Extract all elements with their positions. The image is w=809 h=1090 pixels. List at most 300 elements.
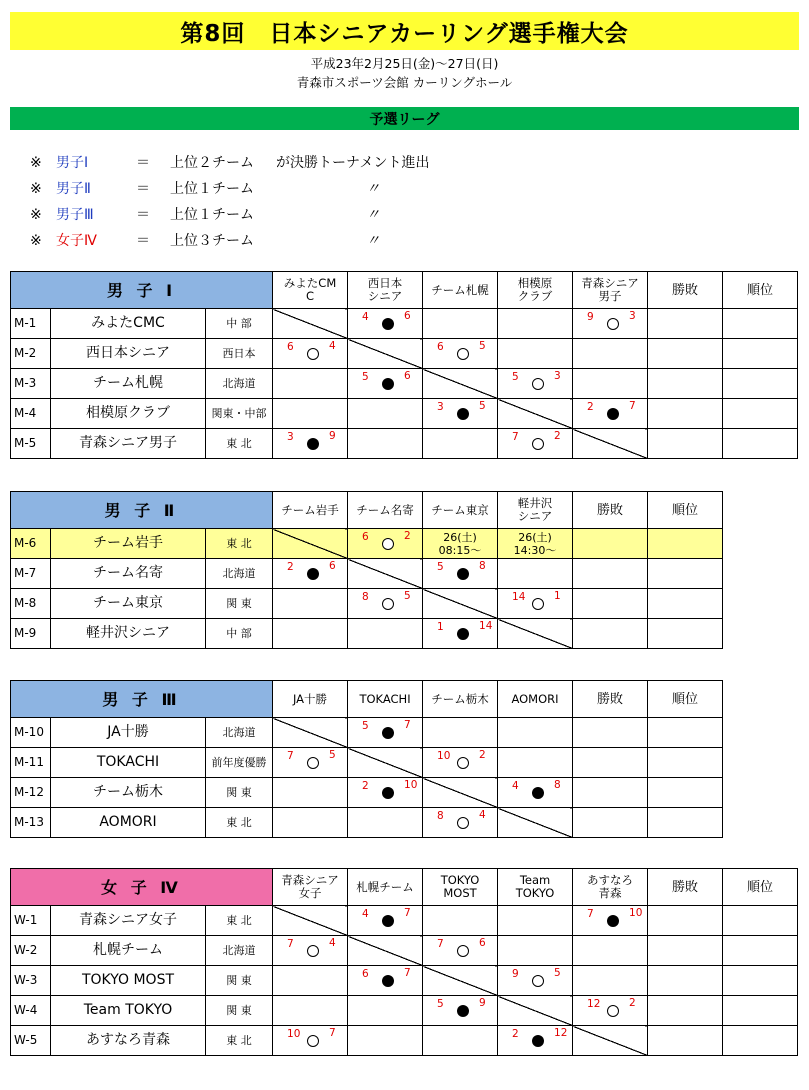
opponent-score: 6: [329, 560, 336, 572]
note-mark: ※: [30, 207, 42, 223]
team-name: 札幌チーム: [51, 936, 206, 966]
team-code: M-4: [11, 399, 51, 429]
win-loss-header: 勝敗: [573, 681, 648, 718]
team-name: チーム名寄: [51, 559, 206, 589]
opponent-column-header: 相模原 クラブ: [498, 272, 573, 309]
note-equals: ＝: [136, 207, 150, 223]
opponent-score: 8: [479, 560, 486, 572]
win-loss-cell: [573, 748, 648, 778]
loss-marker-icon: [607, 1005, 619, 1017]
match-result: [348, 778, 422, 807]
team-region: 関 東: [206, 778, 273, 808]
team-row: [11, 619, 723, 649]
team-region: 関 東: [206, 996, 273, 1026]
league-title: 女 子 Ⅳ: [11, 869, 273, 906]
team-code: M-13: [11, 808, 51, 838]
loss-marker-icon: [532, 438, 544, 450]
team-name: TOKACHI: [51, 748, 206, 778]
match-result: [423, 619, 497, 648]
self-match-cell: [273, 906, 348, 936]
match-cell: [273, 429, 348, 459]
self-match-cell: [348, 559, 423, 589]
note-row: [30, 228, 429, 254]
match-result: [348, 529, 422, 558]
match-cell: [423, 559, 498, 589]
team-region: 東 北: [206, 808, 273, 838]
match-cell: [498, 309, 573, 339]
opponent-score: 5: [404, 590, 411, 602]
win-marker-icon: [457, 628, 469, 640]
opponent-column-header: TOKACHI: [348, 681, 423, 718]
match-cell: [498, 559, 573, 589]
match-result: [498, 966, 572, 995]
match-result: [348, 966, 422, 995]
win-loss-cell: [648, 936, 723, 966]
match-cell: [273, 808, 348, 838]
loss-marker-icon: [307, 348, 319, 360]
match-cell: [423, 429, 498, 459]
opponent-column-header: チーム札幌: [423, 272, 498, 309]
team-row: [11, 778, 723, 808]
league-title: 男 子 Ⅱ: [11, 492, 273, 529]
league-header-row: [11, 272, 798, 309]
rank-cell: [723, 936, 798, 966]
win-marker-icon: [307, 568, 319, 580]
rank-cell: [723, 369, 798, 399]
team-region: 前年度優勝: [206, 748, 273, 778]
match-cell: [498, 778, 573, 808]
team-name: 青森シニア女子: [51, 906, 206, 936]
note-qualifier: 上位２チーム: [170, 155, 254, 171]
team-row: [11, 996, 798, 1026]
team-row: [11, 966, 798, 996]
opponent-column-header: チーム栃木: [423, 681, 498, 718]
team-region: 西日本: [206, 339, 273, 369]
loss-marker-icon: [607, 318, 619, 330]
note-qualifier: 上位１チーム: [170, 207, 254, 223]
own-score: 1: [437, 621, 444, 633]
own-score: 5: [512, 371, 519, 383]
date-line: 平成23年2月25日(金)～27日(日): [310, 56, 499, 71]
league-table-4: [10, 868, 798, 1056]
opponent-column-header: 軽井沢 シニア: [498, 492, 573, 529]
self-match-cell: [498, 619, 573, 649]
match-cell: [423, 619, 498, 649]
rank-cell: [723, 399, 798, 429]
own-score: 7: [287, 938, 294, 950]
opponent-score: 10: [404, 779, 418, 791]
loss-marker-icon: [457, 348, 469, 360]
match-cell: [273, 339, 348, 369]
team-region: 東 北: [206, 529, 273, 559]
team-row: [11, 399, 798, 429]
own-score: 14: [512, 591, 526, 603]
team-name: チーム栃木: [51, 778, 206, 808]
own-score: 9: [587, 311, 594, 323]
team-region: 北海道: [206, 559, 273, 589]
loss-marker-icon: [457, 945, 469, 957]
rank-cell: [648, 748, 723, 778]
match-cell: [423, 718, 498, 748]
team-name: Team TOKYO: [51, 996, 206, 1026]
win-marker-icon: [607, 915, 619, 927]
own-score: 7: [287, 750, 294, 762]
match-result: [348, 369, 422, 398]
note-ditto: 〃: [366, 207, 380, 223]
team-row: [11, 718, 723, 748]
win-loss-cell: [573, 808, 648, 838]
note-qualifier: 上位１チーム: [170, 181, 254, 197]
team-row: [11, 906, 798, 936]
opponent-column-header: 青森シニア 男子: [573, 272, 648, 309]
match-result: [573, 309, 647, 338]
note-mark: ※: [30, 233, 42, 249]
note-league-label: 女子Ⅳ: [56, 233, 97, 249]
team-row: [11, 808, 723, 838]
opponent-score: 3: [629, 310, 636, 322]
win-loss-cell: [648, 1026, 723, 1056]
match-cell: [573, 399, 648, 429]
opponent-score: 9: [479, 997, 486, 1009]
match-cell: [423, 339, 498, 369]
match-cell: [273, 399, 348, 429]
opponent-score: 6: [404, 370, 411, 382]
own-score: 5: [437, 561, 444, 573]
win-marker-icon: [382, 318, 394, 330]
match-cell: [423, 309, 498, 339]
opponent-score: 5: [554, 967, 561, 979]
win-marker-icon: [307, 438, 319, 450]
win-loss-cell: [573, 718, 648, 748]
loss-marker-icon: [307, 1035, 319, 1047]
match-result: [423, 996, 497, 1025]
opponent-column-header: 青森シニア 女子: [273, 869, 348, 906]
match-cell: [498, 339, 573, 369]
opponent-score: 5: [479, 340, 486, 352]
match-cell: [348, 996, 423, 1026]
match-cell: [573, 369, 648, 399]
match-result: [273, 936, 347, 965]
team-name: 西日本シニア: [51, 339, 206, 369]
win-marker-icon: [457, 408, 469, 420]
match-cell: [273, 589, 348, 619]
match-cell: [273, 966, 348, 996]
note-equals: ＝: [136, 233, 150, 249]
self-match-cell: [423, 778, 498, 808]
opponent-score: 7: [404, 967, 411, 979]
own-score: 4: [362, 311, 369, 323]
win-marker-icon: [457, 568, 469, 580]
rank-cell: [723, 339, 798, 369]
win-loss-cell: [573, 529, 648, 559]
loss-marker-icon: [457, 757, 469, 769]
match-cell: [498, 589, 573, 619]
loss-marker-icon: [532, 975, 544, 987]
own-score: 2: [512, 1028, 519, 1040]
note-league-label: 男子Ⅰ: [56, 155, 89, 171]
team-row: [11, 589, 723, 619]
win-loss-cell: [648, 906, 723, 936]
team-row: [11, 1026, 798, 1056]
match-result: [348, 309, 422, 338]
match-cell: [498, 1026, 573, 1056]
opponent-score: 6: [479, 937, 486, 949]
team-row: [11, 309, 798, 339]
match-result: [573, 906, 647, 935]
self-match-cell: [498, 808, 573, 838]
team-code: W-1: [11, 906, 51, 936]
match-result: [273, 748, 347, 777]
win-loss-cell: [648, 399, 723, 429]
win-loss-header: 勝敗: [573, 492, 648, 529]
match-cell: [348, 808, 423, 838]
team-code: M-11: [11, 748, 51, 778]
team-region: 関東・中部: [206, 399, 273, 429]
match-cell: [498, 906, 573, 936]
team-region: 関 東: [206, 966, 273, 996]
self-match-cell: [348, 936, 423, 966]
match-result: [423, 808, 497, 837]
match-cell: [348, 399, 423, 429]
league-title: 男 子 Ⅲ: [11, 681, 273, 718]
match-cell: [498, 748, 573, 778]
match-cell: [498, 718, 573, 748]
team-code: M-1: [11, 309, 51, 339]
match-result: [573, 399, 647, 428]
team-code: W-5: [11, 1026, 51, 1056]
note-equals: ＝: [136, 181, 150, 197]
match-result: [348, 589, 422, 618]
own-score: 10: [287, 1028, 301, 1040]
team-region: 中 部: [206, 619, 273, 649]
section-title: 予選リーグ: [10, 107, 799, 130]
win-loss-header: 勝敗: [648, 272, 723, 309]
match-result: [273, 339, 347, 368]
rank-cell: [648, 619, 723, 649]
loss-marker-icon: [457, 817, 469, 829]
match-result: [273, 1026, 347, 1055]
own-score: 4: [512, 780, 519, 792]
match-cell: [498, 966, 573, 996]
opponent-score: 4: [479, 809, 486, 821]
note-mark: ※: [30, 155, 42, 171]
own-score: 7: [587, 908, 594, 920]
rank-cell: [648, 559, 723, 589]
match-result: [348, 718, 422, 747]
self-match-cell: [273, 529, 348, 559]
team-name: みよたCMC: [51, 309, 206, 339]
opponent-score: 2: [404, 530, 411, 542]
opponent-column-header: みよたCM C: [273, 272, 348, 309]
own-score: 5: [362, 371, 369, 383]
team-name: TOKYO MOST: [51, 966, 206, 996]
match-cell: [423, 808, 498, 838]
match-cell: [348, 589, 423, 619]
team-code: W-3: [11, 966, 51, 996]
self-match-cell: [573, 1026, 648, 1056]
team-region: 北海道: [206, 369, 273, 399]
self-match-cell: [423, 589, 498, 619]
win-marker-icon: [607, 408, 619, 420]
opponent-score: 2: [479, 749, 486, 761]
opponent-score: 3: [554, 370, 561, 382]
own-score: 3: [287, 431, 294, 443]
team-code: W-2: [11, 936, 51, 966]
self-match-cell: [348, 748, 423, 778]
page-title: 第8回 日本シニアカーリング選手権大会: [10, 12, 799, 50]
match-cell: [423, 399, 498, 429]
own-score: 6: [287, 341, 294, 353]
team-code: M-8: [11, 589, 51, 619]
match-cell: [348, 529, 423, 559]
match-result: [498, 369, 572, 398]
league-table-2: [10, 491, 723, 649]
self-match-cell: [498, 399, 573, 429]
self-match-cell: [573, 429, 648, 459]
match-result: [273, 559, 347, 588]
team-code: M-2: [11, 339, 51, 369]
rank-cell: [648, 589, 723, 619]
league-header-row: [11, 869, 798, 906]
self-match-cell: [423, 966, 498, 996]
match-cell: [573, 906, 648, 936]
opponent-column-header: あすなろ 青森: [573, 869, 648, 906]
opponent-score: 4: [329, 937, 336, 949]
match-cell: [573, 936, 648, 966]
match-result: [348, 906, 422, 935]
team-code: M-6: [11, 529, 51, 559]
own-score: 4: [362, 908, 369, 920]
match-cell: [423, 906, 498, 936]
match-result: [423, 748, 497, 777]
loss-marker-icon: [307, 757, 319, 769]
match-cell: [273, 619, 348, 649]
match-cell: [498, 936, 573, 966]
team-code: M-3: [11, 369, 51, 399]
team-region: 北海道: [206, 718, 273, 748]
rank-cell: [723, 309, 798, 339]
team-region: 東 北: [206, 1026, 273, 1056]
win-marker-icon: [382, 787, 394, 799]
team-region: 中 部: [206, 309, 273, 339]
team-region: 北海道: [206, 936, 273, 966]
opponent-column-header: 西日本 シニア: [348, 272, 423, 309]
opponent-column-header: TOKYO MOST: [423, 869, 498, 906]
win-marker-icon: [532, 787, 544, 799]
win-marker-icon: [382, 378, 394, 390]
match-cell: [348, 309, 423, 339]
win-loss-cell: [648, 309, 723, 339]
note-mark: ※: [30, 181, 42, 197]
match-result: [573, 996, 647, 1025]
win-loss-cell: [573, 589, 648, 619]
own-score: 7: [437, 938, 444, 950]
own-score: 9: [512, 968, 519, 980]
match-cell: [498, 429, 573, 459]
rank-cell: [648, 778, 723, 808]
win-loss-cell: [573, 559, 648, 589]
league-table-1: [10, 271, 798, 459]
self-match-cell: [348, 339, 423, 369]
team-name: JA十勝: [51, 718, 206, 748]
opponent-score: 8: [554, 779, 561, 791]
self-match-cell: [273, 309, 348, 339]
team-code: W-4: [11, 996, 51, 1026]
rank-header: 順位: [723, 869, 798, 906]
opponent-score: 7: [404, 907, 411, 919]
rank-cell: [723, 996, 798, 1026]
opponent-score: 7: [629, 400, 636, 412]
match-cell: [348, 1026, 423, 1056]
win-loss-cell: [573, 778, 648, 808]
team-row: [11, 369, 798, 399]
opponent-score: 10: [629, 907, 643, 919]
loss-marker-icon: [382, 538, 394, 550]
match-cell: [573, 309, 648, 339]
match-result: [423, 936, 497, 965]
win-marker-icon: [382, 915, 394, 927]
opponent-score: 6: [404, 310, 411, 322]
own-score: 8: [362, 591, 369, 603]
team-row: [11, 559, 723, 589]
team-name: チーム東京: [51, 589, 206, 619]
team-region: 東 北: [206, 906, 273, 936]
own-score: 2: [362, 780, 369, 792]
self-match-cell: [273, 718, 348, 748]
team-row: [11, 429, 798, 459]
own-score: 10: [437, 750, 451, 762]
match-cell: [273, 1026, 348, 1056]
opponent-score: 1: [554, 590, 561, 602]
team-name: 青森シニア男子: [51, 429, 206, 459]
note-row: [30, 202, 429, 228]
opponent-column-header: チーム名寄: [348, 492, 423, 529]
match-cell: [273, 559, 348, 589]
match-cell: [498, 369, 573, 399]
loss-marker-icon: [307, 945, 319, 957]
rank-header: 順位: [723, 272, 798, 309]
own-score: 6: [437, 341, 444, 353]
match-result: [423, 559, 497, 588]
match-cell: [348, 966, 423, 996]
own-score: 5: [362, 720, 369, 732]
match-cell: [273, 748, 348, 778]
rank-cell: [723, 429, 798, 459]
team-code: M-7: [11, 559, 51, 589]
team-code: M-12: [11, 778, 51, 808]
match-cell: [348, 778, 423, 808]
own-score: 5: [437, 998, 444, 1010]
rank-cell: [648, 808, 723, 838]
opponent-score: 14: [479, 620, 493, 632]
match-cell: [348, 906, 423, 936]
match-cell: [273, 936, 348, 966]
match-cell: [573, 339, 648, 369]
team-row: [11, 529, 723, 559]
opponent-column-header: チーム岩手: [273, 492, 348, 529]
note-rest: が決勝トーナメント進出: [276, 155, 430, 171]
match-cell: [423, 996, 498, 1026]
own-score: 7: [512, 431, 519, 443]
match-result: [423, 399, 497, 428]
rank-header: 順位: [648, 681, 723, 718]
loss-marker-icon: [532, 598, 544, 610]
match-cell: [423, 529, 498, 559]
league-table-3: [10, 680, 723, 838]
own-score: 2: [287, 561, 294, 573]
opponent-score: 2: [629, 997, 636, 1009]
opponent-score: 12: [554, 1027, 568, 1039]
